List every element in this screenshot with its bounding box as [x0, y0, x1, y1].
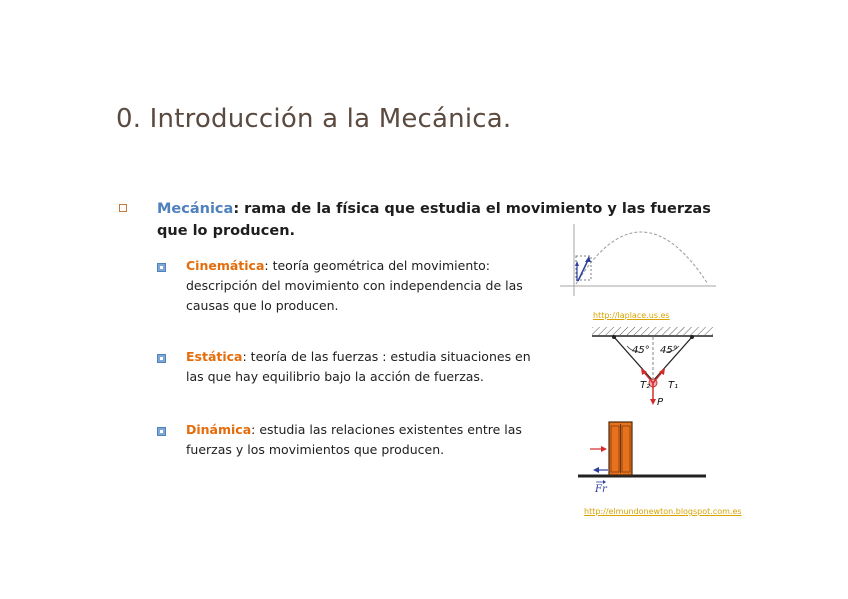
mecanica-definition: : rama de la física que estudia el movimiento y las fuerzas que lo producen.	[157, 201, 711, 239]
keyword-cinematica: Cinemática	[186, 258, 265, 273]
weight-p-label: P	[657, 397, 664, 408]
cinematica-definition: : teoría geométrica del movimiento: descripción del movimiento con independencia de las causas que lo producen.	[186, 258, 523, 313]
keyword-mecanica: Mecánica	[157, 201, 234, 217]
elmundonewton-link[interactable]: http://elmundonewton.blogspot.com.es	[584, 507, 742, 516]
tension-t1-label: T₁	[668, 380, 679, 391]
slide-title: 0. Introducción a la Mecánica.	[116, 104, 512, 134]
keyword-dinamica: Dinámica	[186, 422, 252, 437]
laplace-link[interactable]: http://laplace.us.es	[593, 311, 670, 320]
keyword-estatica: Estática	[186, 349, 243, 364]
dinamica-definition: : estudia las relaciones existentes entre las fuerzas y los movimientos que producen.	[186, 422, 522, 457]
friction-fr-label: Fr	[595, 484, 607, 495]
estatica-definition: : teoría de las fuerzas : estudia situaciones en las que hay equilibrio bajo la acción de fuerzas.	[186, 349, 531, 384]
tension-t2-label: T₂	[640, 380, 651, 391]
angle-right-label: 45°	[660, 345, 678, 356]
angle-left-label: 45°	[632, 345, 650, 356]
